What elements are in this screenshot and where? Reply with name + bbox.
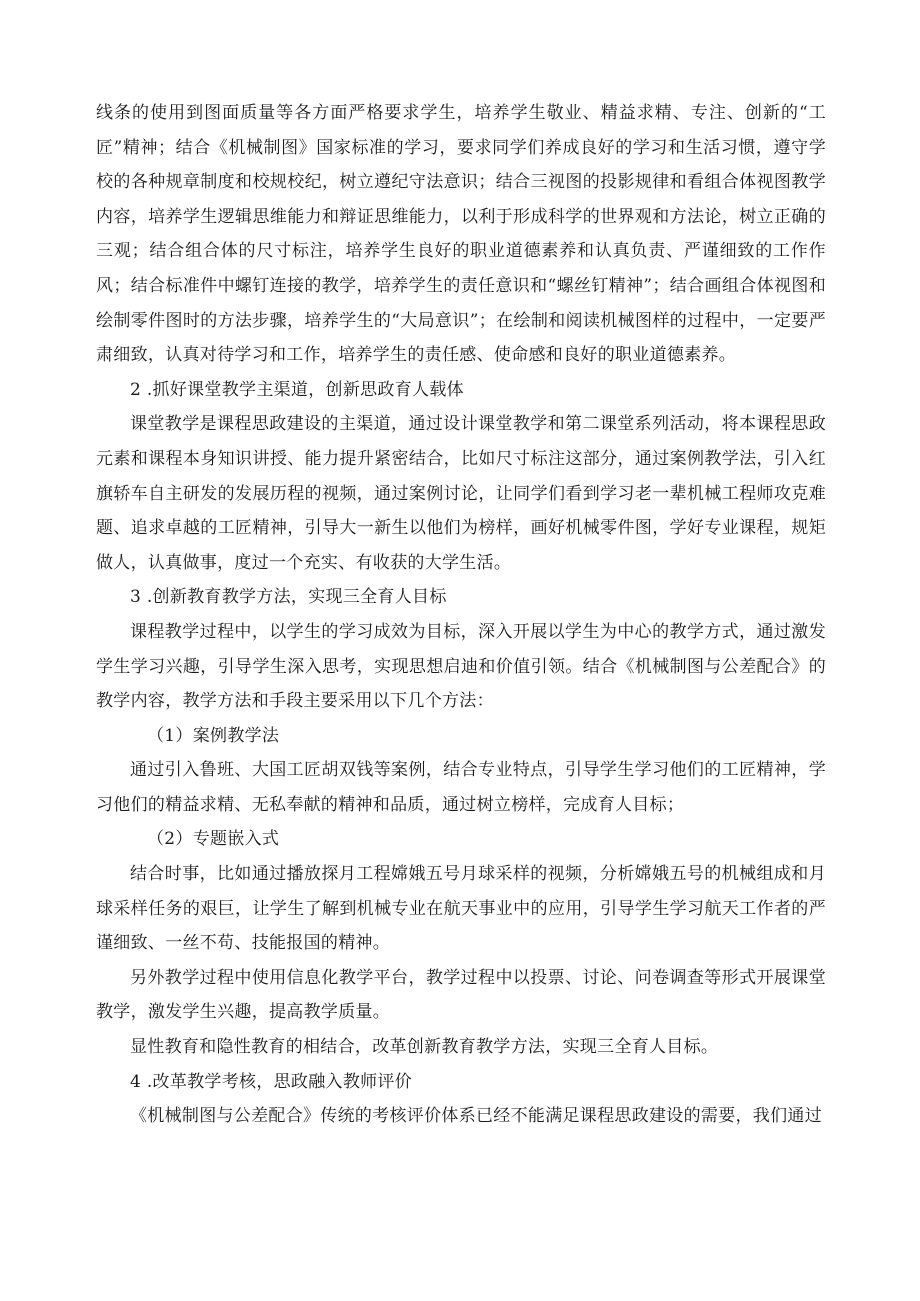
paragraph-case-teaching: 通过引入鲁班、大国工匠胡双钱等案例，结合专业特点，引导学生学习他们的工匠精神，学习他们的精益求精、无私奉献的精神和品质，通过树立榜样，完成育人目标；: [96, 760, 826, 815]
section-heading-4: 4 .改革教学考核，思政融入教师评价: [130, 1071, 413, 1092]
paragraph-info-platform: 另外教学过程中使用信息化教学平台，教学过程中以投票、讨论、问卷调查等形式开展课堂教学，激发学生兴趣，提高教学质量。: [96, 967, 826, 1023]
paragraph-section-3: 课程教学过程中，以学生的学习成效为目标，深入开展以学生为中心的教学方式，通过激发学生学习兴趣，引导学生深入思考，实现思想启迪和价值引领。结合《机械制图与公差配合》的教学内容，教学方法和手段主要采用以下几个方法：: [96, 621, 826, 712]
section-heading-3: 3 .创新教育教学方法，实现三全育人目标: [130, 587, 447, 608]
paragraph-intro: 线条的使用到图面质量等各方面严格要求学生，培养学生敬业、精益求精、专注、创新的“工匠”精神；结合《机械制图》国家标准的学习，要求同学们养成良好的学习和生活习惯，遵守学校的各种规章制度和校规校纪，树立遵纪守法意识；结合三视图的投影规律和看组合体视图教学内容，培养学生逻辑思维能力和辩证思维能力，以利于形成科学的世界观和方法论，树立正确的三观；结合组合体的尺寸标注，培养学生良好的职业道德素养和认真负责、严谨细致的工作作风；结合标准件中螺钉连接的教学，培养学生的责任意识和“螺丝钉精神”；结合画组合体视图和绘制零件图时的方法步骤，培养学生的“大局意识”；在绘制和阅读机械图样的过程中，一定要严肃细致，认真对待学习和工作，培养学生的责任感、使命感和良好的职业道德素养。: [96, 103, 826, 366]
paragraph-combined-education: 显性教育和隐性教育的相结合，改革创新教育教学方法，实现三全育人目标。: [130, 1037, 719, 1058]
paragraph-section-2: 课堂教学是课程思政建设的主渠道，通过设计课堂教学和第二课堂系列活动，将本课程思政元素和课程本身知识讲授、能力提升紧密结合，比如尺寸标注这部分，通过案例教学法，引入红旗轿车自主研发的发展历程的视频，通过案例讨论，让同学们看到学习老一辈机械工程师攻克难题、追求卓越的工匠精神，引导大一新生以他们为榜样，画好机械零件图，学好专业课程，规矩做人，认真做事，度过一个充实、有收获的大学生活。: [96, 414, 826, 573]
document-page: [96, 96, 826, 1134]
paragraph-topic-embedding: 结合时事，比如通过播放探月工程嫦娥五号月球采样的视频，分析嫦娥五号的机械组成和月球采样任务的艰巨，让学生了解到机械专业在航天事业中的应用，引导学生学习航天工作者的严谨细致、一丝不苟、技能报国的精神。: [96, 864, 826, 954]
paragraph-section-4: 《机械制图与公差配合》传统的考核评价体系已经不能满足课程思政建设的需要，我们通过: [130, 1106, 822, 1127]
subheading-topic-embedding: （2）专题嵌入式: [147, 829, 280, 850]
subheading-case-teaching: （1）案例教学法: [147, 725, 280, 746]
section-heading-2: 2 .抓好课堂教学主渠道，创新思政育人载体: [130, 379, 464, 400]
